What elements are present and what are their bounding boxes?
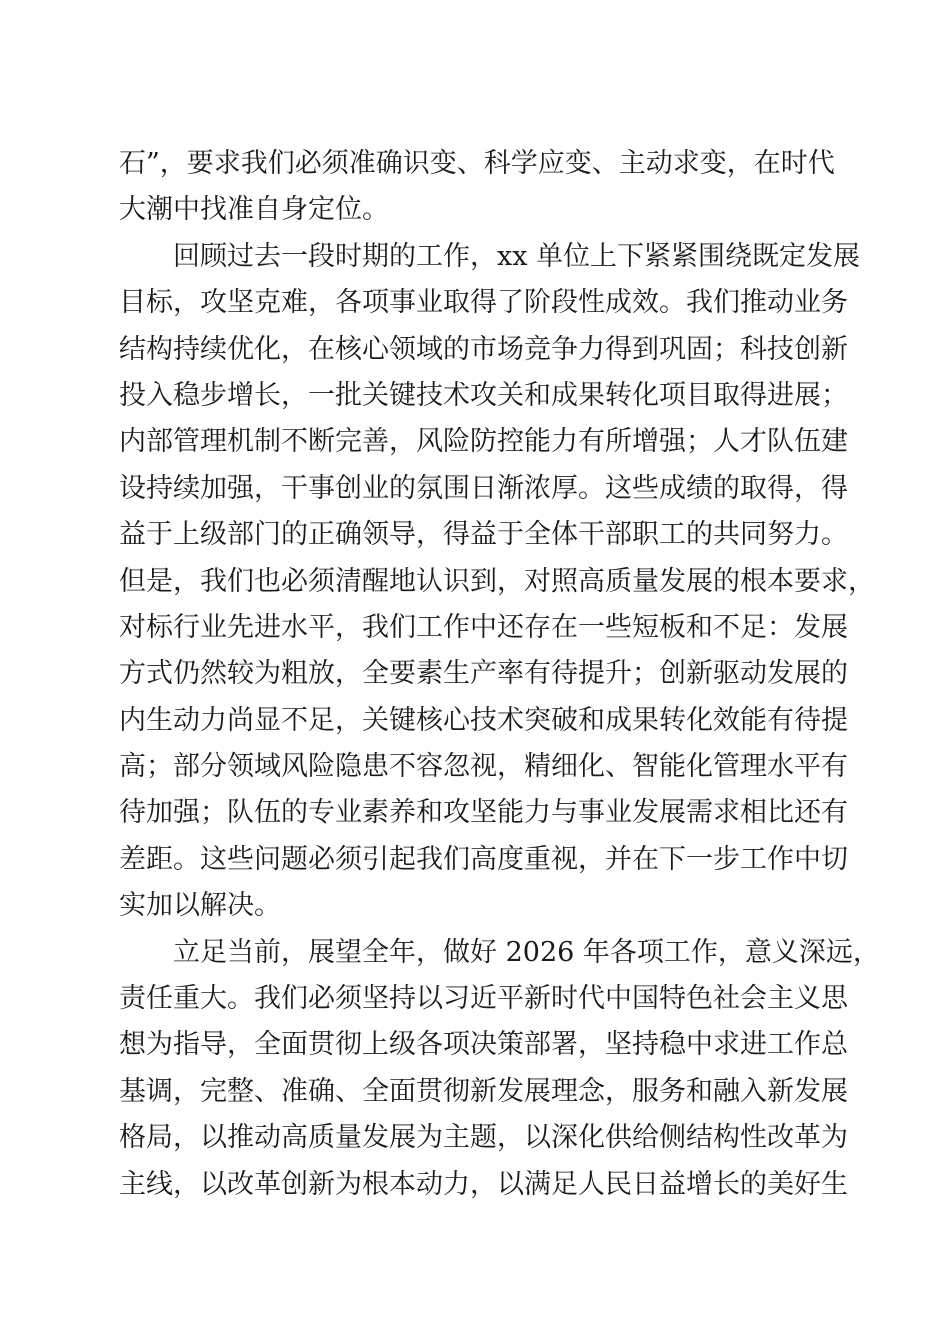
text-line: 目标，攻坚克难，各项事业取得了阶段性成效。我们推动业务: [119, 287, 848, 319]
text-line: 但是，我们也必须清醒地认识到，对照高质量发展的根本要求，: [119, 565, 875, 597]
text-line: 石”，要求我们必须准确识变、科学应变、主动求变，在时代: [119, 148, 835, 179]
text-line: 待加强；队伍的专业素养和攻坚能力与事业发展需求相比还有: [119, 797, 848, 829]
text-line: 大潮中找准自身定位。: [119, 194, 389, 226]
text-line: 实加以解决。: [119, 890, 281, 922]
text-line: 对标行业先进水平，我们工作中还存在一些短板和不足：发展: [119, 611, 848, 643]
text-line: 责任重大。我们必须坚持以习近平新时代中国特色社会主义思: [119, 983, 848, 1015]
text-line: 差距。这些问题必须引起我们高度重视，并在下一步工作中切: [119, 843, 848, 875]
text-line: 内部管理机制不断完善，风险防控能力有所增强；人才队伍建: [119, 426, 848, 458]
document-body: [119, 141, 880, 1208]
text-line: 想为指导，全面贯彻上级各项决策部署，坚持稳中求进工作总: [119, 1029, 848, 1061]
text-line: 内生动力尚显不足，关键核心技术突破和成果转化效能有待提: [119, 704, 848, 736]
text-line: 结构持续优化，在核心领域的市场竞争力得到巩固；科技创新: [119, 333, 848, 365]
text-line: 方式仍然较为粗放，全要素生产率有待提升；创新驱动发展的: [119, 658, 848, 690]
paragraph: [119, 930, 880, 1208]
text-line: 主线，以改革创新为根本动力，以满足人民日益增长的美好生: [119, 1168, 848, 1200]
text-line: 基调，完整、准确、全面贯彻新发展理念，服务和融入新发展: [119, 1075, 848, 1107]
text-line: 高；部分领域风险隐患不容忽视，精细化、智能化管理水平有: [119, 751, 848, 783]
text-line: 设持续加强，干事创业的氛围日渐浓厚。这些成绩的取得，得: [119, 472, 848, 504]
paragraph: [119, 141, 835, 234]
text-line: 回顾过去一段时期的工作，xx 单位上下紧紧围绕既定发展: [173, 240, 861, 272]
paragraph: [119, 234, 875, 930]
text-line: 投入稳步增长，一批关键技术攻关和成果转化项目取得进展；: [119, 379, 848, 411]
text-line: 格局，以推动高质量发展为主题，以深化供给侧结构性改革为: [119, 1122, 848, 1154]
text-line: 立足当前，展望全年，做好 2026 年各项工作，意义深远，: [173, 936, 880, 968]
text-line: 益于上级部门的正确领导，得益于全体干部职工的共同努力。: [119, 519, 848, 551]
